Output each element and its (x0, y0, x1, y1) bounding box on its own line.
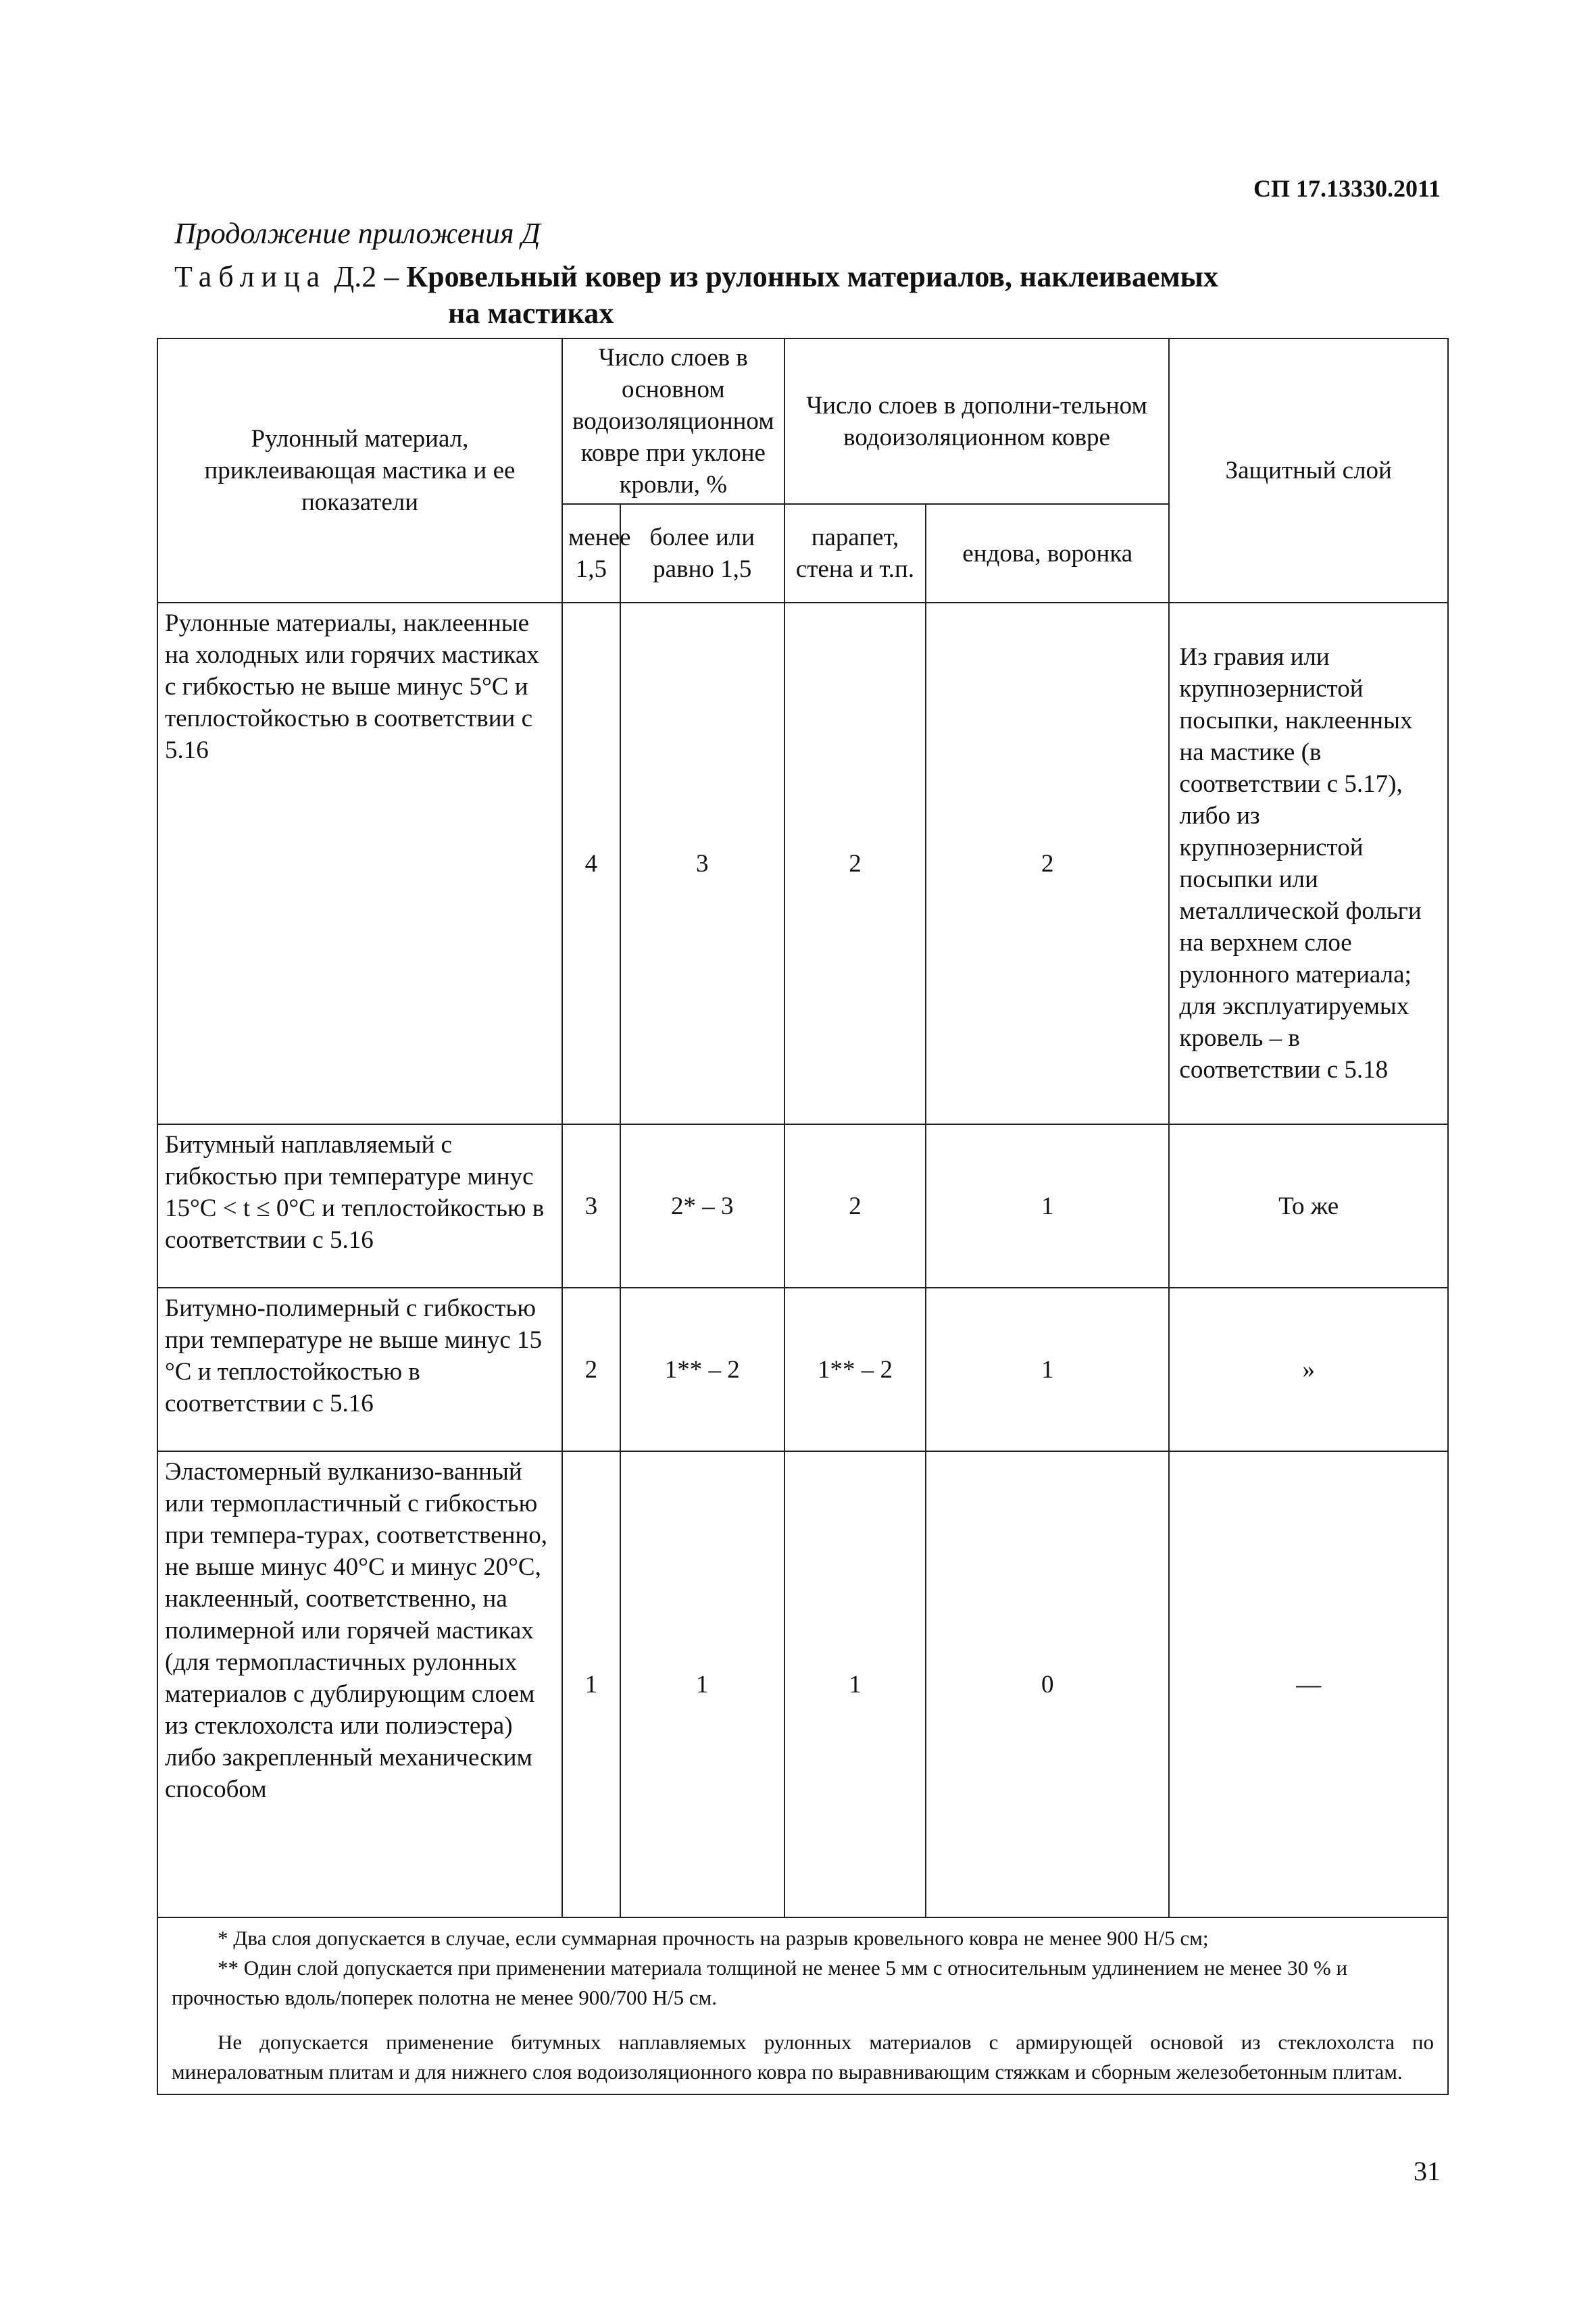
row-parapet: 2 (784, 603, 926, 1124)
header-additional-layers: Число слоев в дополни-тельном водоизоляционном ковре (784, 338, 1170, 504)
table-number: Д.2 – (334, 260, 399, 293)
table-title-line2: на мастиках (448, 297, 614, 330)
row-more: 2* – 3 (620, 1124, 784, 1288)
table-title (174, 259, 1445, 332)
row-material: Битумно-полимерный с гибкостью при температуре не выше минус 15 °С и теплостойкостью в соответствии с 5.16 (157, 1288, 562, 1451)
subheader-less-1-5: менее 1,5 (562, 504, 620, 603)
table-row (157, 1124, 1448, 1288)
row-parapet: 1** – 2 (784, 1288, 926, 1451)
table-title-line1: Кровельный ковер из рулонных материалов, наклеиваемых (406, 260, 1218, 293)
row-material: Рулонные материалы, наклеенные на холодных или горячих мастиках с гибкостью не выше минус 5°С и теплостойкостью в соответствии с 5.16 (157, 603, 562, 1124)
table-row (157, 1288, 1448, 1451)
row-less: 3 (562, 1124, 620, 1288)
row-parapet: 2 (784, 1124, 926, 1288)
header-material: Рулонный материал, приклеивающая мастика и ее показатели (157, 338, 562, 603)
roofing-table (157, 338, 1449, 2095)
subheader-valley: ендова, воронка (926, 504, 1169, 603)
table-row (157, 1451, 1448, 1917)
table-row (157, 603, 1448, 1124)
row-more: 1 (620, 1451, 784, 1917)
footnotes-row (157, 1917, 1448, 2094)
footnote-single-star: * Два слоя допускается в случае, если суммарная прочность на разрыв кровельного ковра не менее 900 Н/5 см; (218, 1926, 1209, 1950)
subheader-parapet: парапет, стена и т.п. (784, 504, 926, 603)
header-main-layers: Число слоев в основном водоизоляционном ковре при уклоне кровли, % (562, 338, 784, 504)
table-word: Таблица (174, 260, 327, 293)
row-parapet: 1 (784, 1451, 926, 1917)
row-more: 3 (620, 603, 784, 1124)
header-protective-layer: Защитный слой (1169, 338, 1448, 603)
footnotes-cell (157, 1917, 1448, 2094)
row-valley: 1 (926, 1124, 1169, 1288)
page-number: 31 (1414, 2156, 1441, 2186)
row-material: Эластомерный вулканизо-ванный или термопластичный с гибкостью при темпера-турах, соответственно, не выше минус 40°С и минус 20°С, наклеенный, соответственно, на полимерной или горячей мастиках (для термопластичных рулонных материалов с дублирующим слоем из стеклохолста или полиэстера) либо закрепленный механическим способом (157, 1451, 562, 1917)
row-more: 1** – 2 (620, 1288, 784, 1451)
row-less: 2 (562, 1288, 620, 1451)
appendix-continuation: Продолжение приложения Д (174, 217, 541, 250)
row-material: Битумный наплавляемый с гибкостью при температуре минус 15°С < t ≤ 0°С и теплостойкостью в соответствии с 5.16 (157, 1124, 562, 1288)
subheader-more-1-5: более или равно 1,5 (620, 504, 784, 603)
row-valley: 1 (926, 1288, 1169, 1451)
row-less: 4 (562, 603, 620, 1124)
row-protective: Из гравия или крупнозернистой посыпки, наклеенных на мастике (в соответствии с 5.17), либо из крупнозернистой посыпки или металлической фольги на верхнем слое рулонного материала; для эксплуатируемых кровель – в соответствии с 5.18 (1169, 603, 1448, 1124)
row-valley: 0 (926, 1451, 1169, 1917)
row-protective: То же (1169, 1124, 1448, 1288)
table-note: Не допускается применение битумных наплавляемых рулонных материалов с армирующей основой из стеклохолста по минераловатным плитам и для нижнего слоя водоизоляционного ковра по выравнивающим стяжкам и сборным железобетонным плитам. (172, 2030, 1434, 2084)
row-valley: 2 (926, 603, 1169, 1124)
row-protective: » (1169, 1288, 1448, 1451)
row-less: 1 (562, 1451, 620, 1917)
row-protective: — (1169, 1451, 1448, 1917)
footnote-double-star: ** Один слой допускается при применении материала толщиной не менее 5 мм с относительным удлинением не менее 30 % и прочностью вдоль/поперек полотна не менее 900/700 Н/5 см. (172, 1956, 1348, 2009)
document-code: СП 17.13330.2011 (1253, 175, 1441, 202)
